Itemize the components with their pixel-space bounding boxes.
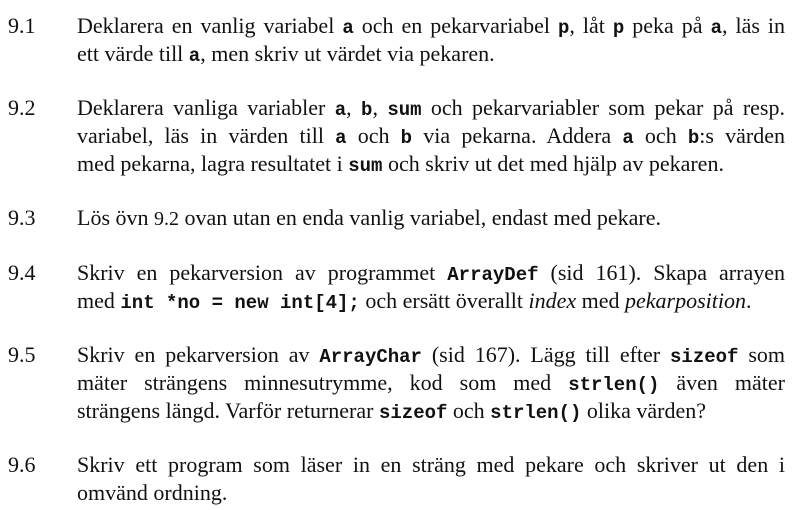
text-run: och — [346, 123, 401, 148]
exercise-text — [77, 204, 785, 232]
text-run: och skriv ut det med hjälp av pekaren. — [382, 151, 724, 176]
code-identifier: p — [557, 17, 570, 39]
text-run: Lös övn — [77, 205, 154, 230]
text-line — [77, 287, 785, 315]
code-identifier: strlen() — [490, 402, 582, 424]
text-line — [77, 150, 785, 178]
text-run: Skriv ett program som läser in en sträng med pekare och skriver ut den i — [77, 452, 785, 477]
text-line — [77, 12, 785, 40]
text-run: strängens längd. Varför returnerar — [77, 398, 379, 423]
text-line — [77, 369, 785, 397]
exercise-number: 9.5 — [8, 342, 36, 367]
text-run: och en pekarvariabel — [353, 13, 558, 38]
text-run: peka på — [624, 13, 711, 38]
italic-term: pekarposition — [625, 288, 746, 313]
exercise-number: 9.4 — [8, 260, 36, 285]
text-run: Skriv en pekarversion av — [77, 342, 320, 367]
text-run: , — [372, 95, 388, 120]
text-run: , låt — [569, 13, 613, 38]
text-line — [77, 40, 785, 68]
exercise-text — [77, 94, 785, 178]
code-identifier: int *no = new int[4]; — [120, 292, 360, 314]
text-run: (sid 167). Lägg till efter — [421, 342, 671, 367]
text-line — [77, 451, 785, 479]
text-run: mäter strängens minnesutrymme, kod som med — [77, 370, 569, 395]
text-run: Deklarera en vanlig variabel — [77, 13, 343, 38]
text-run: , men skriv ut värdet via pekaren. — [200, 41, 495, 66]
text-run: variabel, läs in värden till — [77, 123, 336, 148]
text-run: och pekarvariabler som pekar på resp. — [421, 95, 785, 120]
code-identifier: b — [361, 99, 373, 121]
exercise-number: 9.2 — [8, 95, 36, 120]
text-run: omvänd ordning. — [77, 480, 228, 505]
text-run: olika värden? — [581, 398, 706, 423]
text-line — [77, 479, 785, 507]
text-run: ovan utan en enda vanlig variabel, endast med pekare. — [179, 205, 661, 230]
text-line — [77, 397, 785, 425]
text-run: och — [447, 398, 491, 423]
exercise-text — [77, 451, 785, 507]
exercise-number: 9.1 — [8, 13, 36, 38]
code-identifier: ArrayDef — [447, 264, 539, 286]
code-identifier: a — [188, 45, 201, 67]
code-identifier: sum — [387, 99, 422, 121]
text-run: Deklarera vanliga variabler — [77, 95, 335, 120]
text-run: . — [746, 288, 752, 313]
exercise-text — [77, 12, 785, 68]
code-identifier: b — [400, 127, 413, 149]
text-run: med pekarna, lagra resultatet i — [77, 151, 349, 176]
text-run: , läs in — [721, 13, 786, 38]
code-identifier: strlen() — [568, 374, 660, 396]
text-line — [77, 94, 785, 122]
text-run: med — [77, 288, 121, 313]
code-identifier: sizeof — [670, 346, 739, 368]
exercise-text — [77, 341, 785, 425]
italic-term: index — [528, 288, 577, 313]
text-run: som — [738, 342, 785, 367]
code-identifier: p — [612, 17, 625, 39]
exercise-number: 9.3 — [8, 205, 36, 230]
code-identifier: b — [687, 127, 700, 149]
exercise-number: 9.6 — [8, 452, 36, 477]
text-run: och ersätt överallt — [359, 288, 529, 313]
code-identifier: a — [334, 99, 347, 121]
code-identifier: a — [335, 127, 347, 149]
code-identifier: ArrayChar — [319, 346, 422, 368]
exercise-text — [77, 259, 785, 315]
text-run: ett värde till — [77, 41, 189, 66]
text-line — [77, 341, 785, 369]
text-line — [77, 122, 785, 150]
exercise-reference: 9.2 — [154, 208, 179, 230]
code-identifier: sizeof — [378, 402, 448, 424]
code-identifier: a — [622, 127, 634, 149]
code-identifier: a — [342, 17, 354, 39]
text-line — [77, 204, 785, 232]
text-run: :s värden — [699, 123, 786, 148]
text-run: (sid 161). Skapa arrayen — [538, 260, 785, 285]
text-run: Skriv en pekarversion av programmet — [77, 260, 448, 285]
code-identifier: sum — [348, 155, 383, 177]
text-run: även mäter — [659, 370, 786, 395]
code-identifier: a — [710, 17, 722, 39]
text-run: via pekarna. Addera — [412, 123, 623, 148]
text-run: , — [346, 95, 362, 120]
text-run: med — [576, 288, 625, 313]
text-line — [77, 259, 785, 287]
text-run: och — [633, 123, 688, 148]
